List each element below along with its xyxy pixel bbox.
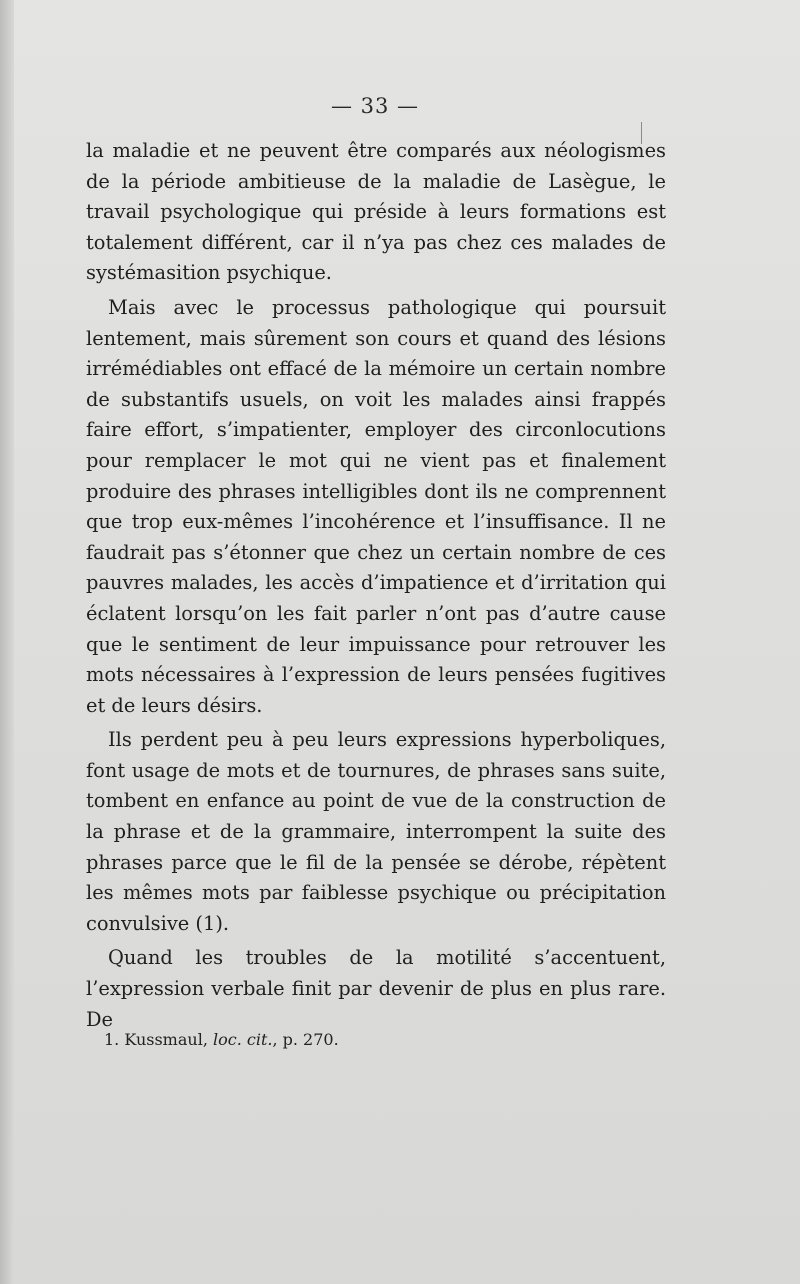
paragraph-2: Mais avec le processus pathologique qui poursuit lentement, mais sûrement son cours et quand des lésions irrémédiables ont effacé de la mémoire un certain nombre de substantifs usuels, on voit les malades ainsi frappés faire effort, s’impatienter, employer des circonlocutions pour remplacer le mot qui ne vient pas et finalement produire des phrases intelligibles dont ils ne comprennent que trop eux-mêmes l’incohérence et l’insuffisance. Il ne faudrait pas s’étonner que chez un certain nombre de ces pauvres malades, les accès d’impatience et d’irritation qui éclatent lorsqu’on les fait parler n’ont pas d’autre cause que le sentiment de leur impuissance pour retrouver les mots nécessaires à l’expression de leurs pensées fugitives et de leurs désirs. — [86, 295, 666, 717]
footnote-source: loc. cit. — [212, 1030, 273, 1049]
body-text — [86, 136, 666, 1035]
footnote-page: , p. 270. — [272, 1030, 339, 1049]
page-number: — 33 — — [330, 94, 420, 118]
footnote-author: 1. Kussmaul, — [104, 1030, 213, 1049]
footnote — [104, 1030, 339, 1049]
page-edge-shadow — [0, 0, 14, 1284]
paragraph-1: la maladie et ne peuvent être comparés aux néologismes de la période ambitieuse de la maladie de Lasègue, le travail psychologique qui préside à leurs formations est totalement différent, car il n’ya pas chez ces malades de systémasition psychique. — [86, 139, 666, 285]
paragraph-3: Ils perdent peu à peu leurs expressions hyperboliques, font usage de mots et de tournures, de phrases sans suite, tombent en enfance au point de vue de la construction de la phrase et de la grammaire, interrompent la suite des phrases parce que le fil de la pensée se dérobe, répètent les mêmes mots par faiblesse psychique ou précipitation convulsive (1). — [86, 728, 666, 935]
paragraph-4: Quand les troubles de la motilité s’accentuent, l’expression verbale finit par devenir de plus en plus rare. De — [86, 946, 666, 1031]
